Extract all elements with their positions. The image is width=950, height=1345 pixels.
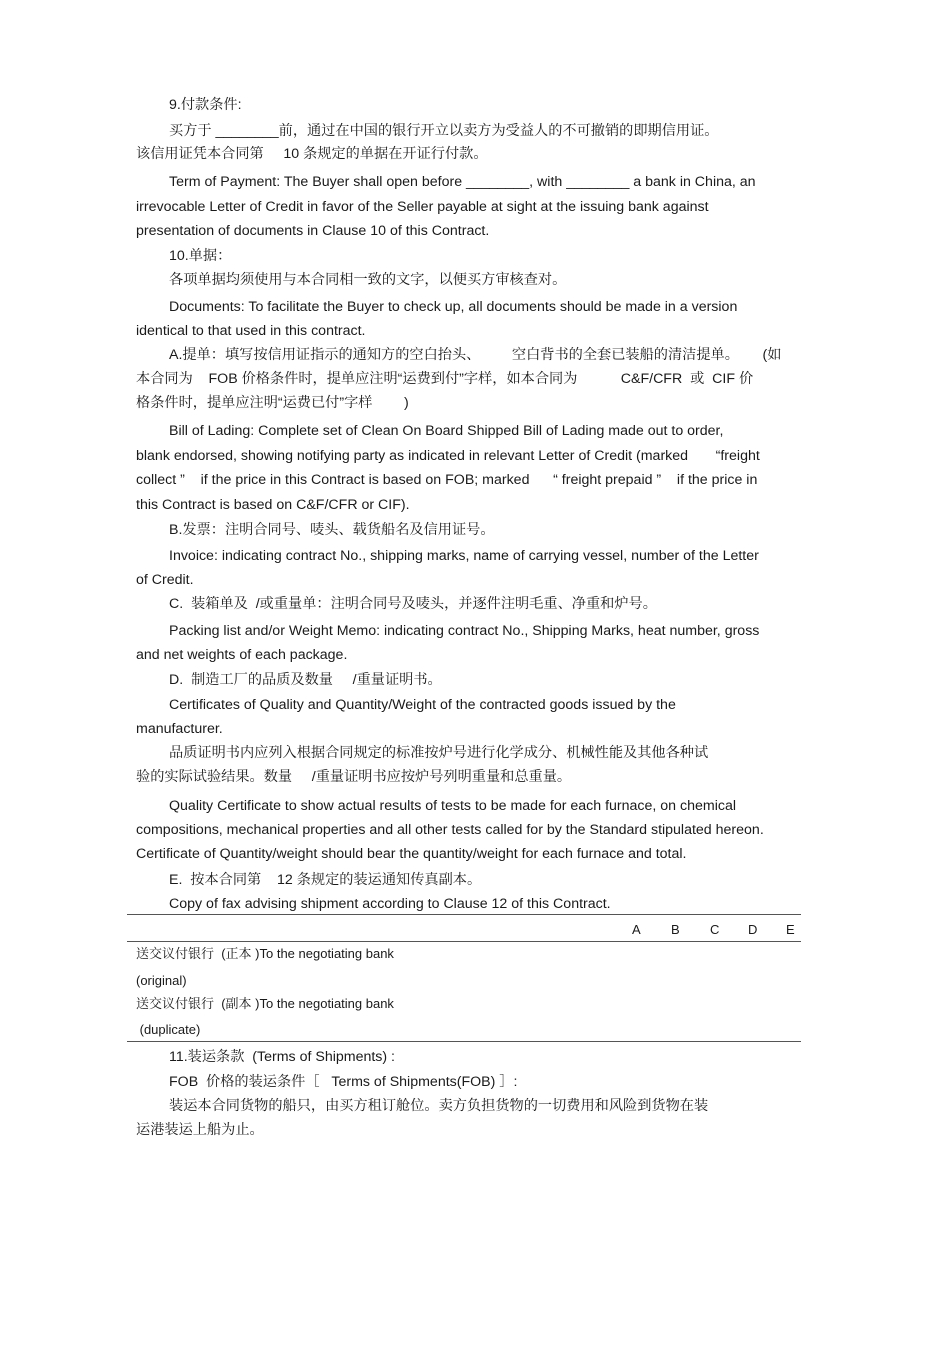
table-bottom-rule bbox=[127, 1041, 801, 1042]
table-row: (duplicate) bbox=[136, 1022, 201, 1037]
paragraph-line: and net weights of each package. bbox=[136, 647, 348, 663]
paragraph-line: FOB 价格的装运条件［ Terms of Shipments(FOB) ］: bbox=[169, 1074, 518, 1090]
paragraph-line: manufacturer. bbox=[136, 721, 223, 737]
paragraph-line: Certificate of Quantity/weight should bear the quantity/weight for each furnace and total. bbox=[136, 846, 687, 862]
column-header: D bbox=[748, 922, 758, 937]
paragraph-line: Copy of fax advising shipment according to Clause 12 of this Contract. bbox=[169, 896, 611, 912]
paragraph-line: 装运本合同货物的船只，由买方租订舱位。卖方负担货物的一切费用和风险到货物在装 bbox=[169, 1098, 709, 1114]
paragraph-line: identical to that used in this contract. bbox=[136, 323, 366, 339]
paragraph-line: compositions, mechanical properties and all other tests called for by the Standard stipulated hereon. bbox=[136, 822, 764, 838]
table-row: (original) bbox=[136, 973, 187, 988]
paragraph-line: 格条件时，提单应注明“运费已付”字样 ) bbox=[136, 395, 409, 411]
paragraph-line: 品质证明书内应列入根据合同规定的标准按炉号进行化学成分、机械性能及其他各种试 bbox=[169, 745, 709, 761]
paragraph-line: C. 装箱单及 /或重量单：注明合同号及唛头，并逐件注明毛重、净重和炉号。 bbox=[169, 596, 657, 612]
paragraph-line: 验的实际试验结果。数量 /重量证明书应按炉号列明重量和总重量。 bbox=[136, 769, 572, 785]
paragraph-line: irrevocable Letter of Credit in favor of the Seller payable at sight at the issuing bank against bbox=[136, 199, 709, 215]
paragraph-line: Bill of Lading: Complete set of Clean On Board Shipped Bill of Lading made out to order, bbox=[169, 423, 724, 439]
table-header-rule bbox=[127, 941, 801, 942]
paragraph-line: Term of Payment: The Buyer shall open before ________, with ________ a bank in China, an bbox=[169, 174, 756, 190]
paragraph-line: 本合同为 FOB 价格条件时，提单应注明“运费到付”字样，如本合同为 C&F/CFR 或 CIF 价 bbox=[136, 371, 754, 387]
clause-11-heading: 11.装运条款 (Terms of Shipments) : bbox=[169, 1049, 396, 1065]
paragraph-line: 该信用证凭本合同第 10 条规定的单据在开证行付款。 bbox=[136, 146, 488, 162]
column-header: E bbox=[786, 922, 795, 937]
paragraph-line: A.提单：填写按信用证指示的通知方的空白抬头、 空白背书的全套已装船的清洁提单。 (如 bbox=[169, 347, 782, 363]
table-row: 送交议付银行 (正本 )To the negotiating bank bbox=[136, 946, 394, 961]
paragraph-line: D. 制造工厂的品质及数量 /重量证明书。 bbox=[169, 672, 442, 688]
paragraph-line: Documents: To facilitate the Buyer to check up, all documents should be made in a version bbox=[169, 299, 738, 315]
paragraph-line: 买方于 ________前，通过在中国的银行开立以卖方为受益人的不可撤销的即期信用证。 bbox=[169, 123, 719, 139]
paragraph-line: Quality Certificate to show actual results of tests to be made for each furnace, on chemical bbox=[169, 798, 736, 814]
table-row: 送交议付银行 (副本 )To the negotiating bank bbox=[136, 996, 394, 1011]
paragraph-line: Certificates of Quality and Quantity/Weight of the contracted goods issued by the bbox=[169, 697, 676, 713]
column-header: B bbox=[671, 922, 680, 937]
paragraph-line: this Contract is based on C&F/CFR or CIF). bbox=[136, 497, 410, 513]
column-header: C bbox=[710, 922, 720, 937]
paragraph-line: Packing list and/or Weight Memo: indicating contract No., Shipping Marks, heat number, gross bbox=[169, 623, 760, 639]
paragraph-line: blank endorsed, showing notifying party as indicated in relevant Letter of Credit (marked “freight bbox=[136, 448, 760, 464]
paragraph-line: presentation of documents in Clause 10 of this Contract. bbox=[136, 223, 490, 239]
paragraph-line: Invoice: indicating contract No., shipping marks, name of carrying vessel, number of the Letter bbox=[169, 548, 759, 564]
paragraph-line: E. 按本合同第 12 条规定的装运通知传真副本。 bbox=[169, 872, 482, 888]
paragraph-line: collect ” if the price in this Contract is based on FOB; marked “ freight prepaid ” if the price in bbox=[136, 472, 758, 488]
paragraph-line: of Credit. bbox=[136, 572, 194, 588]
clause-9-heading: 9.付款条件: bbox=[169, 97, 242, 113]
paragraph-line: 运港装运上船为止。 bbox=[136, 1122, 264, 1138]
column-header: A bbox=[632, 922, 641, 937]
paragraph-line: B.发票：注明合同号、唛头、载货船名及信用证号。 bbox=[169, 522, 495, 538]
table-top-rule bbox=[127, 914, 801, 915]
clause-10-heading: 10.单据： bbox=[169, 248, 232, 264]
paragraph-line: 各项单据均须使用与本合同相一致的文字，以便买方审核查对。 bbox=[169, 272, 567, 288]
